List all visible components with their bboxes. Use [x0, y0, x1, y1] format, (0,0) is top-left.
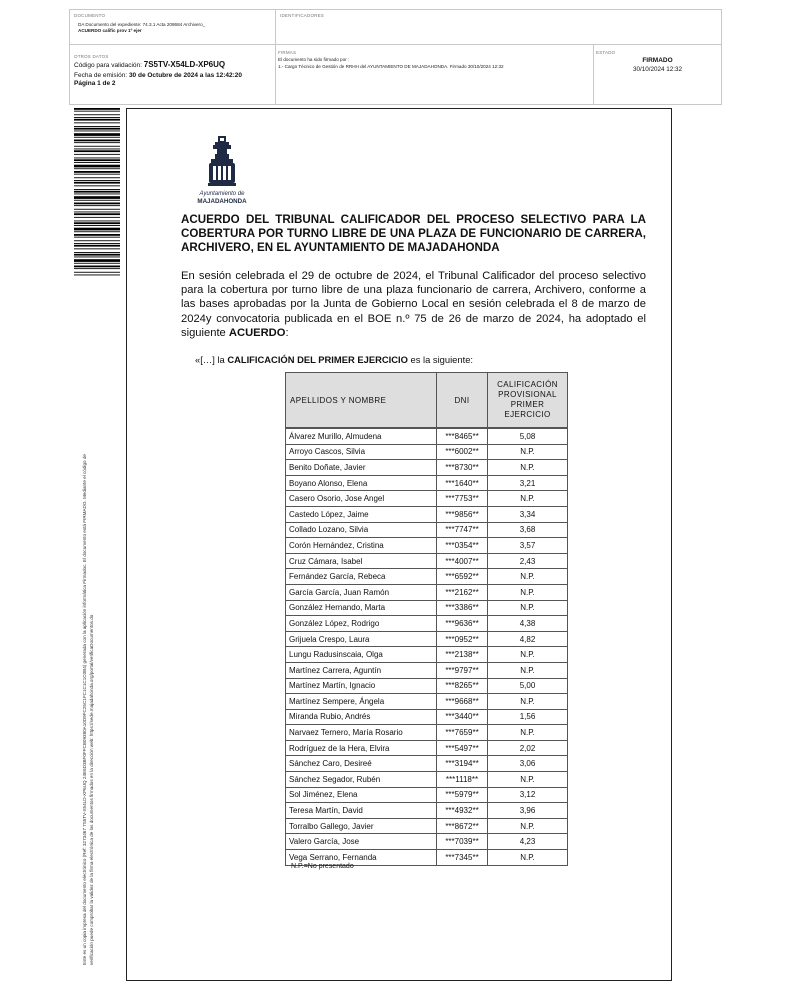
barcode-bar	[74, 137, 120, 138]
table-row	[286, 772, 568, 788]
name-cell: Benito Doñate, Javier	[286, 460, 437, 476]
name-cell: Sánchez Caro, Desireé	[286, 756, 437, 772]
score-cell: 3,57	[488, 538, 568, 554]
document-page	[126, 108, 672, 981]
barcode-bar	[74, 196, 120, 199]
barcode-bar	[74, 165, 120, 168]
name-cell: Sánchez Segador, Rubén	[286, 772, 437, 788]
codigo-label: Código para validación:	[74, 62, 142, 69]
score-cell: N.P.	[488, 725, 568, 741]
score-cell: N.P.	[488, 460, 568, 476]
np-note: N.P.=No presentado	[291, 863, 354, 870]
table-row	[286, 787, 568, 803]
barcode-bar	[74, 133, 120, 136]
table-row	[286, 600, 568, 616]
dni-cell: ***3440**	[437, 709, 488, 725]
barcode-bar	[74, 275, 120, 276]
firmas-cell	[276, 45, 594, 104]
barcode-bar	[74, 140, 120, 142]
dni-cell: ***8730**	[437, 460, 488, 476]
verification-sidebar	[82, 305, 95, 965]
barcode-bar	[74, 177, 120, 178]
score-cell: 5,08	[488, 429, 568, 445]
para-bold: ACUERDO	[228, 326, 286, 339]
codigo-value: 7S5TV-X54LD-XP6UQ	[143, 60, 226, 69]
table-row	[286, 834, 568, 850]
name-cell: González López, Rodrigo	[286, 616, 437, 632]
results-table	[285, 372, 568, 866]
barcode-bar	[74, 203, 120, 205]
barcode-bar	[74, 194, 120, 195]
table-row	[286, 538, 568, 554]
score-cell: 5,00	[488, 678, 568, 694]
name-cell: Miranda Rubio, Andrés	[286, 709, 437, 725]
majadahonda-coat-of-arms-logo	[191, 134, 253, 206]
barcode-bar	[74, 231, 120, 232]
barcode-bar	[74, 168, 120, 169]
barcode-bar	[74, 245, 120, 247]
sidebar-line1: Este es un copia impresa del documento electrónico (Ref: 3273467 7S5TV-X54LD-XP6UQ 24E6D3BF0FFCB09380A10D9FC25C1FC1C1C1C0B4) generada con la aplicación informática Firmadoc. El documento está FIRMADO. Mediante el código de	[82, 454, 87, 965]
barcode-bar	[74, 182, 120, 184]
name-cell: García García, Juan Ramón	[286, 584, 437, 600]
score-cell: 2,43	[488, 553, 568, 569]
dni-cell: ***7753**	[437, 491, 488, 507]
barcode-bar	[74, 252, 120, 253]
dni-cell: ***5497**	[437, 740, 488, 756]
score-cell: 1,56	[488, 709, 568, 725]
dni-cell: ***9668**	[437, 694, 488, 710]
table-row	[286, 803, 568, 819]
dni-cell: ***6002**	[437, 444, 488, 460]
name-cell: Vega Serrano, Fernanda	[286, 850, 437, 866]
table-row	[286, 506, 568, 522]
dni-cell: ***0952**	[437, 631, 488, 647]
dni-cell: ***8672**	[437, 818, 488, 834]
dni-cell: ***0354**	[437, 538, 488, 554]
barcode-bar	[74, 131, 120, 132]
barcode-bar	[74, 217, 120, 218]
dni-cell: ***9856**	[437, 506, 488, 522]
barcode-bar	[74, 240, 120, 241]
name-cell: Valero García, Jose	[286, 834, 437, 850]
barcode-bar	[74, 150, 120, 152]
name-cell: Martínez Martín, Ignacio	[286, 678, 437, 694]
logo-line1: Ayuntamiento de	[199, 191, 245, 197]
header-score: CALIFICACIÓN PROVISIONAL PRIMER EJERCICIO	[488, 373, 568, 428]
dni-cell: ***4932**	[437, 803, 488, 819]
barcode-bar	[74, 158, 120, 159]
score-cell: N.P.	[488, 662, 568, 678]
barcode-bar	[74, 117, 120, 118]
dni-cell: ***5979**	[437, 787, 488, 803]
name-cell: Torralbo Gallego, Javier	[286, 818, 437, 834]
name-cell: Martínez Sempere, Ángela	[286, 694, 437, 710]
intro-pre: «[…] la	[195, 354, 228, 365]
name-cell: Collado Lozano, Silvia	[286, 522, 437, 538]
fecha-label: Fecha de emisión:	[74, 72, 128, 79]
firmas-line1: El documento ha sido firmado por :	[278, 57, 350, 62]
barcode-bar	[74, 263, 120, 264]
barcode-bar	[74, 142, 120, 143]
name-cell: Casero Osorio, Jose Angel	[286, 491, 437, 507]
score-cell: N.P.	[488, 584, 568, 600]
barcode-bar	[74, 126, 120, 127]
barcode-bar	[74, 268, 120, 269]
barcode-bar	[74, 243, 120, 244]
name-cell: Sol Jiménez, Elena	[286, 787, 437, 803]
barcode-bar	[74, 114, 120, 115]
dni-cell: ***2162**	[437, 584, 488, 600]
barcode-bar	[74, 205, 120, 206]
score-cell: N.P.	[488, 647, 568, 663]
table-row	[286, 725, 568, 741]
logo-line2: MAJADAHONDA	[197, 198, 247, 205]
name-cell: Martínez Carrera, Aguntín	[286, 662, 437, 678]
dni-cell: ***8265**	[437, 678, 488, 694]
para-end: :	[285, 326, 289, 339]
documento-cell	[70, 10, 276, 45]
table-row	[286, 616, 568, 632]
score-cell: N.P.	[488, 772, 568, 788]
barcode-bar	[74, 171, 120, 173]
documento-line1: DA Documento del expediente: 74.3.1 Acta 208684 Archivero_	[78, 22, 206, 27]
dni-cell: ***1118**	[437, 772, 488, 788]
name-cell: Boyano Alonso, Elena	[286, 475, 437, 491]
score-cell: N.P.	[488, 600, 568, 616]
score-cell: 4,23	[488, 834, 568, 850]
name-cell: Álvarez Murillo, Almudena	[286, 429, 437, 445]
name-cell: Cruz Cámara, Isabel	[286, 553, 437, 569]
barcode-bar	[74, 180, 120, 181]
barcode-bar	[74, 174, 120, 175]
table-row	[286, 678, 568, 694]
para-text: En sesión celebrada el 29 de octubre de 2024, el Tribunal Calificador del proceso selectivo para la cobertura por turno libre de una plaza funcionario de carrera, Archivero, conforme a las bases aprobadas por la Junta de Gobierno Local en sesión celebrada el 8 de marzo de 2024y convocatoria publicada en el BOE n.º 75 de 26 de marzo de 2024, ha adoptado el siguiente	[181, 270, 646, 339]
table-intro	[195, 354, 473, 365]
barcode-bar	[74, 149, 120, 150]
barcode-bar	[74, 222, 120, 224]
table-header-row	[286, 373, 568, 428]
table-row	[286, 444, 568, 460]
dni-cell: ***3194**	[437, 756, 488, 772]
table-row	[286, 631, 568, 647]
document-title: ACUERDO DEL TRIBUNAL CALIFICADOR DEL PROCESO SELECTIVO PARA LA COBERTURA POR TURNO LIBRE DE UNA PLAZA DE FUNCIONARIO DE CARRERA, ARCHIVERO, EN EL AYUNTAMIENTO DE MAJADAHONDA	[181, 213, 646, 254]
score-cell: 3,68	[488, 522, 568, 538]
score-cell: N.P.	[488, 491, 568, 507]
table-row	[286, 740, 568, 756]
firmas-line2: 1.- Cargo Técnico de Gestión de RRHH del AYUNTAMIENTO DE MAJADAHONDA. Firmado 30/10/2024 12:32	[278, 64, 504, 69]
dni-cell: ***3386**	[437, 600, 488, 616]
table-row	[286, 475, 568, 491]
agreement-paragraph	[181, 269, 646, 340]
estado-value: FIRMADO	[642, 57, 673, 64]
table-row	[286, 584, 568, 600]
barcode-bar	[74, 228, 120, 231]
header-dni: DNI	[437, 373, 488, 428]
table-row	[286, 709, 568, 725]
score-cell: N.P.	[488, 818, 568, 834]
barcode-bar	[74, 213, 120, 215]
barcode-bar	[74, 212, 120, 213]
name-cell: Corón Hernández, Cristina	[286, 538, 437, 554]
dni-cell: ***6592**	[437, 569, 488, 585]
barcode-bar	[74, 108, 120, 110]
score-cell: 4,38	[488, 616, 568, 632]
barcode-bar	[74, 128, 120, 130]
name-cell: Narvaez Ternero, María Rosario	[286, 725, 437, 741]
barcode-bar	[74, 266, 120, 268]
otros-datos-cell	[70, 45, 276, 104]
barcode-bar	[74, 237, 120, 238]
table-row	[286, 662, 568, 678]
barcode-bar	[74, 185, 120, 186]
table-row	[286, 756, 568, 772]
dni-cell: ***9636**	[437, 616, 488, 632]
score-cell: 3,21	[488, 475, 568, 491]
name-cell: Teresa Martín, David	[286, 803, 437, 819]
table-row	[286, 647, 568, 663]
identificadores-label: IDENTIFICADORES	[280, 13, 325, 18]
firmas-label: FIRMAS	[278, 50, 297, 55]
score-cell: 2,02	[488, 740, 568, 756]
name-cell: Castedo López, Jaime	[286, 506, 437, 522]
dni-cell: ***7659**	[437, 725, 488, 741]
score-cell: 3,06	[488, 756, 568, 772]
barcode-bar	[74, 259, 120, 262]
dni-cell: ***9797**	[437, 662, 488, 678]
intro-post: es la siguiente:	[407, 354, 474, 365]
table-row	[286, 569, 568, 585]
estado-date: 30/10/2024 12:32	[632, 66, 683, 73]
document-header	[69, 9, 722, 105]
dni-cell: ***8465**	[437, 429, 488, 445]
barcode-bar	[74, 122, 120, 123]
dni-cell: ***7039**	[437, 834, 488, 850]
table-row	[286, 491, 568, 507]
score-cell: N.P.	[488, 569, 568, 585]
table-row	[286, 694, 568, 710]
barcode-bar	[74, 209, 120, 210]
barcode-bar	[74, 257, 120, 258]
barcode-bar	[74, 119, 120, 121]
name-cell: Arroyo Cascos, Silvia	[286, 444, 437, 460]
estado-cell	[594, 45, 721, 104]
table-row	[286, 818, 568, 834]
barcode-bar	[74, 225, 120, 226]
header-name: APELLIDOS Y NOMBRE	[286, 373, 437, 428]
score-cell: N.P.	[488, 850, 568, 866]
table-row	[286, 522, 568, 538]
validation-code	[74, 61, 225, 71]
name-cell: Rodríguez de la Hera, Elvira	[286, 740, 437, 756]
intro-bold: CALIFICACIÓN DEL PRIMER EJERCICIO	[227, 354, 408, 365]
barcode-bar	[74, 234, 120, 236]
score-cell: N.P.	[488, 444, 568, 460]
otros-datos-label: OTROS DATOS	[74, 54, 109, 59]
dni-cell: ***1640**	[437, 475, 488, 491]
barcode-bar	[74, 146, 120, 147]
score-cell: N.P.	[488, 694, 568, 710]
name-cell: Grijuela Crespo, Laura	[286, 631, 437, 647]
name-cell: Fernández García, Rebeca	[286, 569, 437, 585]
table-row	[286, 460, 568, 476]
page-number: Página 1 de 2	[74, 80, 116, 87]
barcode	[74, 108, 120, 276]
table-row	[286, 553, 568, 569]
sidebar-line2: verificación puede comprobar la validez de la firma electrónica de los documentos firmados en la dirección web: https://sede.majadahonda.org/portal/verificaDocumentos.do	[88, 614, 94, 965]
dni-cell: ***7345**	[437, 850, 488, 866]
barcode-bar	[74, 191, 120, 193]
barcode-bar	[74, 159, 120, 161]
dni-cell: ***4007**	[437, 553, 488, 569]
score-cell: 3,96	[488, 803, 568, 819]
barcode-bar	[74, 248, 120, 249]
name-cell: González Hernando, Marta	[286, 600, 437, 616]
barcode-bar	[74, 154, 120, 155]
score-cell: 4,82	[488, 631, 568, 647]
barcode-bar	[74, 272, 120, 273]
barcode-bar	[74, 111, 120, 112]
fecha-value: 30 de Octubre de 2024 a las 12:42:20	[128, 72, 243, 79]
barcode-bar	[74, 254, 120, 256]
identificadores-cell	[276, 10, 721, 45]
score-cell: 3,12	[488, 787, 568, 803]
barcode-bar	[74, 221, 120, 222]
dni-cell: ***2138**	[437, 647, 488, 663]
documento-line2: ACUERDO calific prov 1º ejer	[78, 28, 142, 33]
documento-label: DOCUMENTO	[74, 13, 106, 18]
name-cell: Lungu Radusinscaia, Olga	[286, 647, 437, 663]
barcode-bar	[74, 200, 120, 201]
score-cell: 3,34	[488, 506, 568, 522]
dni-cell: ***7747**	[437, 522, 488, 538]
estado-label: ESTADO	[596, 50, 616, 55]
barcode-bar	[74, 189, 120, 190]
table-row	[286, 429, 568, 445]
barcode-bar	[74, 162, 120, 163]
